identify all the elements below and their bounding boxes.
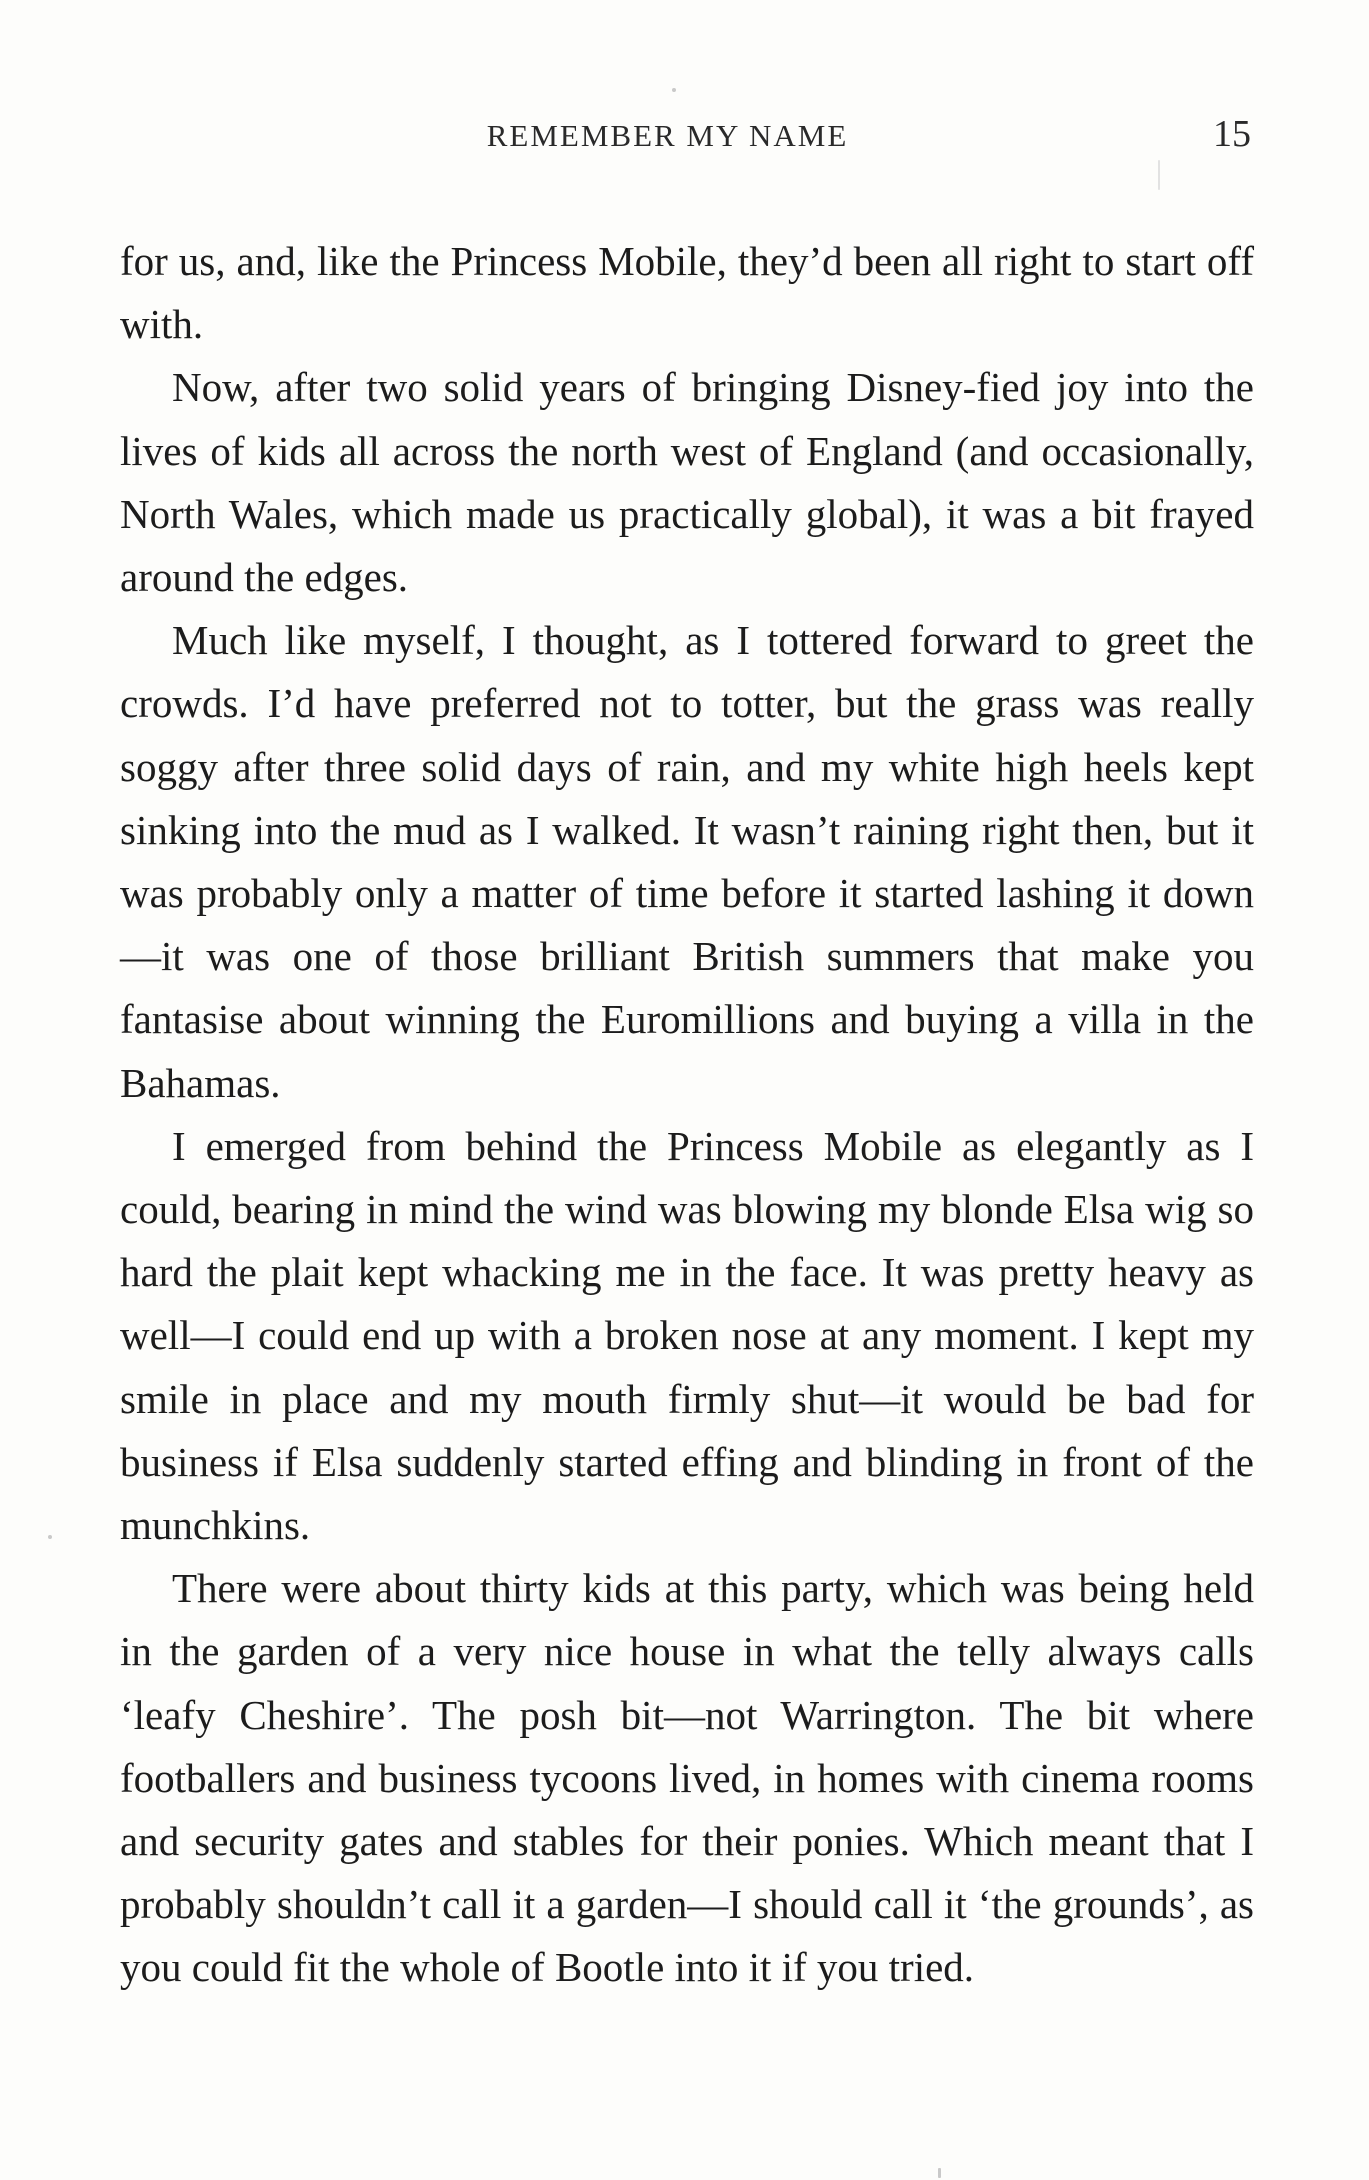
scan-speck <box>672 88 676 92</box>
scan-speck <box>1158 160 1160 190</box>
scan-speck <box>938 2168 941 2178</box>
paragraph: There were about thirty kids at this party, which was being held in the garden of a very nice house in what the telly always calls ‘leafy Cheshire’. The posh bit—not Warrington. The bit where footballers and business tycoons lived, in homes with cinema rooms and security gates and stables for their ponies. Which meant that I probably shouldn’t call it a garden—I should call it ‘the grounds’, as you could fit the whole of Bootle into it if you tried. <box>120 1565 1254 1991</box>
paragraph: for us, and, like the Princess Mobile, they’d been all right to start off with. <box>120 238 1254 348</box>
paragraph: I emerged from behind the Princess Mobile as elegantly as I could, bearing in mind the wind was blowing my blonde Elsa wig so hard the plait kept whacking me in the face. It was pretty heavy as well—I could end up with a broken nose at any moment. I kept my smile in place and my mouth firmly shut—it would be bad for business if Elsa suddenly started effing and blinding in front of the munchkins. <box>120 1122 1254 1549</box>
paragraph: Much like myself, I thought, as I tottered forward to greet the crowds. I’d have preferred not to totter, but the grass was really soggy after three solid days of rain, and my white high heels kept sinking into the mud as I walked. It wasn’t raining right then, but it was probably only a matter of time before it started lashing it down—it was one of those brilliant British summers that make you fantasise about winning the Euromillions and buying a villa in the Bahamas. <box>120 617 1254 1106</box>
body-text <box>120 230 1254 2000</box>
running-head <box>0 118 1369 154</box>
running-title: REMEMBER MY NAME <box>486 118 849 153</box>
scan-speck <box>48 1535 52 1539</box>
paragraph: Now, after two solid years of bringing Disney-fied joy into the lives of kids all across the north west of England (and occasionally, North Wales, which made us practically global), it was a bit frayed around the edges. <box>120 364 1254 601</box>
page-number: 15 <box>1213 113 1251 155</box>
